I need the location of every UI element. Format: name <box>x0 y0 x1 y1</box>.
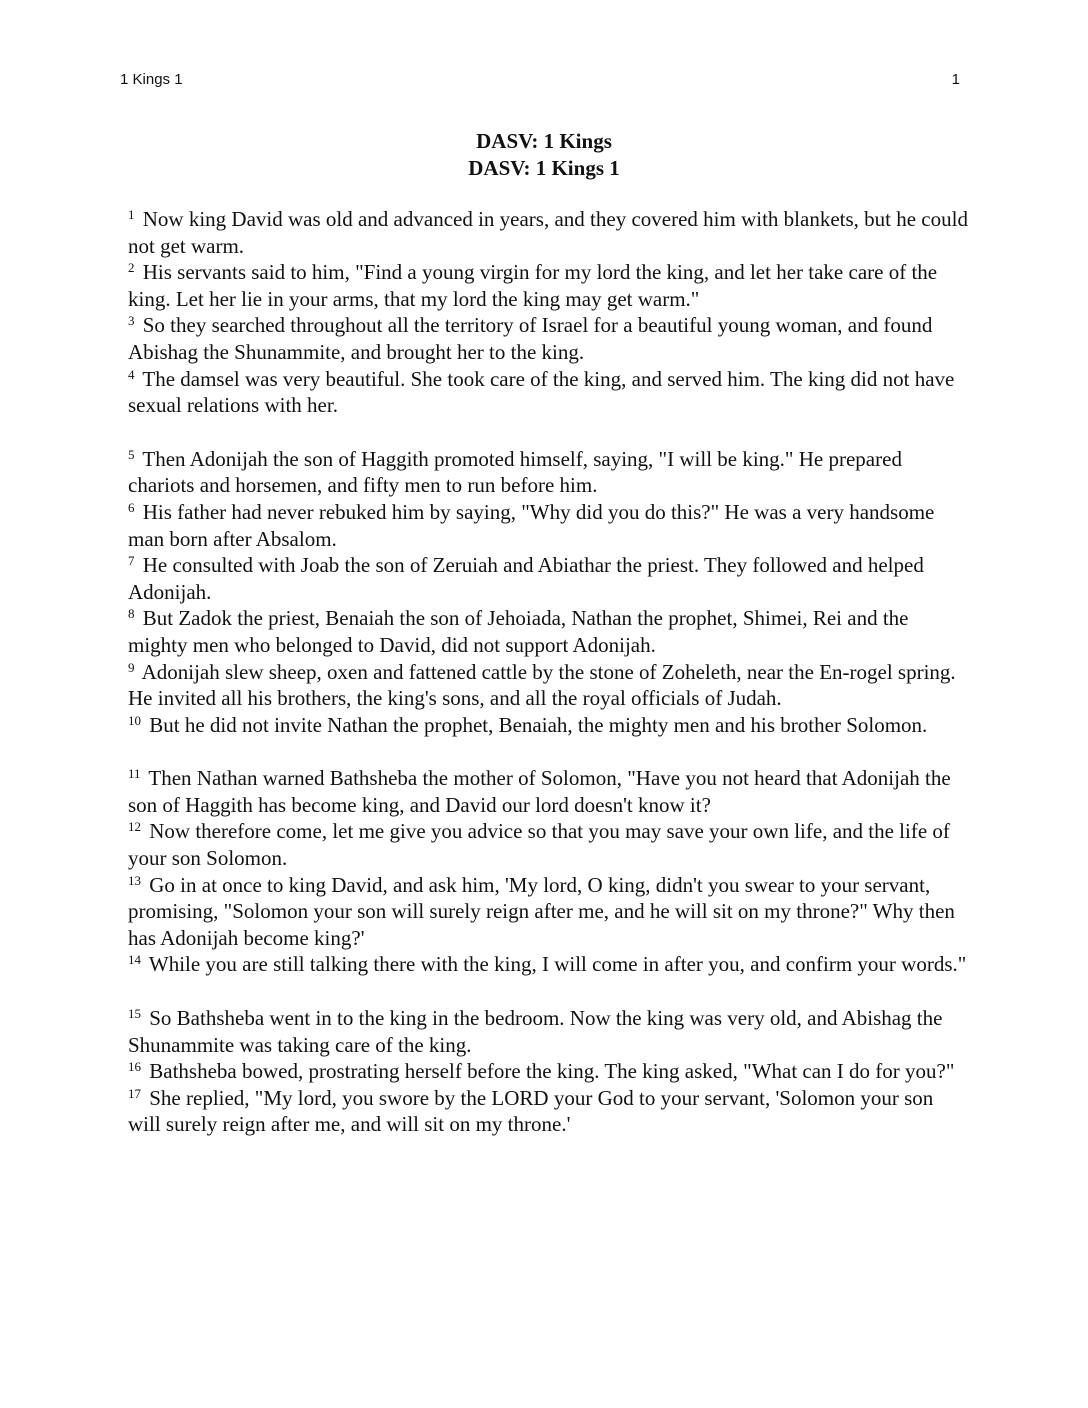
verse <box>128 1085 968 1138</box>
verse <box>128 499 968 552</box>
verse <box>128 951 968 978</box>
verse-number: 6 <box>128 499 135 515</box>
verse-text: He consulted with Joab the son of Zeruiah and Abiathar the priest. They followed and helped Adonijah. <box>128 553 924 604</box>
verse-number: 9 <box>128 659 135 675</box>
verse-text: But Zadok the priest, Benaiah the son of Jehoiada, Nathan the prophet, Shimei, Rei and the mighty men who belonged to David, did not support Adonijah. <box>128 606 909 657</box>
verse <box>128 818 968 871</box>
verse-text: Now therefore come, let me give you advice so that you may save your own life, and the life of your son Solomon. <box>128 819 950 871</box>
verse-text: His father had never rebuked him by saying, "Why did you do this?" He was a very handsome man born after Absalom. <box>128 499 935 551</box>
verse-number: 4 <box>128 366 135 382</box>
verse <box>128 259 968 312</box>
running-header-title: 1 Kings 1 <box>120 71 183 88</box>
verse-number: 7 <box>128 553 135 569</box>
verse-text: Then Nathan warned Bathsheba the mother of Solomon, "Have you not heard that Adonijah the son of Haggith has become king, and David our lord doesn't know it? <box>128 766 951 817</box>
paragraph-break <box>128 978 968 1005</box>
paragraph-break <box>128 419 968 446</box>
verse-text: Adonijah slew sheep, oxen and fattened cattle by the stone of Zoheleth, near the En-rogel spring. He invited all his brothers, the king's sons, and all the royal officials of Judah. <box>128 659 956 711</box>
verse-number: 14 <box>128 952 141 968</box>
verse <box>128 446 968 499</box>
verse-number: 10 <box>128 712 141 728</box>
verse-text: The damsel was very beautiful. She took care of the king, and served him. The king did not have sexual relations with her. <box>128 366 955 418</box>
verse-text: Bathsheba bowed, prostrating herself before the king. The king asked, "What can I do for you?" <box>149 1059 955 1084</box>
verse <box>128 312 968 365</box>
verse-number: 16 <box>128 1059 141 1075</box>
verse <box>128 872 968 952</box>
chapter-title: DASV: 1 Kings 1 <box>468 156 620 180</box>
verse-text: His servants said to him, "Find a young virgin for my lord the king, and let her take care of the king. Let her lie in your arms, that my lord the king may get warm." <box>128 260 938 311</box>
verse-text: She replied, "My lord, you swore by the LORD your God to your servant, 'Solomon your son will surely reign after me, and will sit on my throne.' <box>128 1085 934 1137</box>
book-title: DASV: 1 Kings <box>476 129 612 153</box>
verse <box>128 206 968 259</box>
verse <box>128 712 968 739</box>
page-header <box>120 68 960 92</box>
verse-number: 13 <box>128 872 141 888</box>
document-title <box>0 128 1088 182</box>
verse <box>128 1005 968 1058</box>
verse <box>128 605 968 658</box>
verse <box>128 552 968 605</box>
verse-number: 5 <box>128 446 135 462</box>
verse-text: But he did not invite Nathan the prophet, Benaiah, the mighty men and his brother Solomon. <box>149 712 928 737</box>
verse <box>128 765 968 818</box>
verse <box>128 366 968 419</box>
verse <box>128 659 968 712</box>
verse-number: 15 <box>128 1006 141 1022</box>
verse-text: While you are still talking there with the king, I will come in after you, and confirm your words." <box>148 952 967 977</box>
verse-number: 17 <box>128 1085 141 1101</box>
verse-text: Now king David was old and advanced in years, and they covered him with blankets, but he could not get warm. <box>128 207 968 258</box>
verse-number: 11 <box>128 766 141 782</box>
verse-number: 8 <box>128 606 135 622</box>
paragraph-break <box>128 738 968 765</box>
verse-number: 1 <box>128 207 135 222</box>
verse-number: 3 <box>128 313 135 329</box>
verse <box>128 1058 968 1085</box>
verse-body <box>128 206 968 1138</box>
verse-text: So Bathsheba went in to the king in the bedroom. Now the king was very old, and Abishag the Shunammite was taking care of the king. <box>128 1006 943 1057</box>
verse-text: Go in at once to king David, and ask him, 'My lord, O king, didn't you swear to your servant, promising, "Solomon your son will surely reign after me, and he will sit on my throne?" Why then has Adonijah become king?' <box>128 872 955 950</box>
page-number: 1 <box>951 71 960 88</box>
verse-number: 2 <box>128 260 135 276</box>
verse-number: 12 <box>128 819 141 835</box>
verse-text: So they searched throughout all the territory of Israel for a beautiful young woman, and found Abishag the Shunammite, and brought her to the king. <box>128 313 933 364</box>
verse-text: Then Adonijah the son of Haggith promoted himself, saying, "I will be king." He prepared chariots and horsemen, and fifty men to run before him. <box>128 446 902 498</box>
